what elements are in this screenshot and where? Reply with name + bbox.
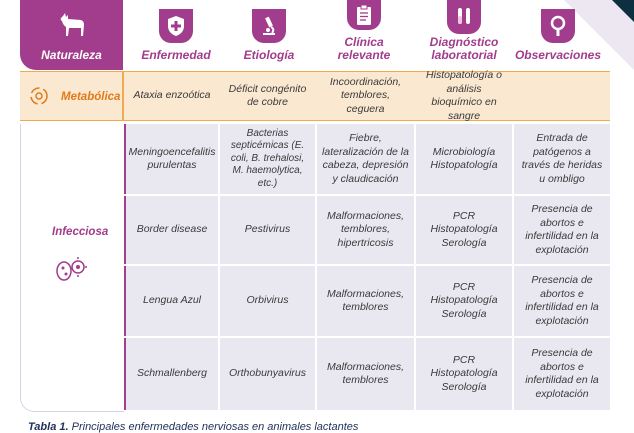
category-infecciosa: Infecciosa — [52, 226, 109, 238]
cell-etiologia: Déficit congénito de cobre — [228, 82, 307, 108]
goat-icon — [57, 12, 87, 43]
gear-cycle-icon — [27, 85, 51, 112]
clipboard-icon — [347, 0, 381, 30]
cell-clinica: Incoordinación, temblores, ceguera — [329, 75, 402, 115]
microscope-icon — [252, 9, 286, 43]
header-label: Etiología — [243, 48, 295, 62]
cell-diagnostico: PCR Histopatología Serología — [430, 353, 498, 393]
cell-diagnostico: Histopatología o análisis bioquímico en sangre — [426, 69, 502, 122]
test-tubes-icon — [447, 0, 481, 34]
cell-clinica: Malformaciones, temblores — [326, 287, 405, 313]
header-observaciones — [512, 0, 604, 70]
cell-enfermedad: Schmallenberg — [136, 367, 208, 380]
header-enfermedad — [136, 0, 216, 70]
shield-cross-icon — [159, 9, 193, 43]
cell-diagnostico: PCR Histopatología Serología — [430, 209, 498, 249]
header-label: Naturaleza — [41, 48, 102, 62]
cell-observaciones: Presencia de abortos e infertilidad en la explotación — [525, 274, 599, 327]
cell-observaciones: Entrada de patógenos a través de heridas u ombligo — [521, 132, 603, 185]
header-label: Diagnóstico laboratorial — [429, 35, 499, 62]
cell-diagnostico: PCR Histopatología Serología — [430, 280, 498, 320]
header-label: Observaciones — [514, 48, 602, 62]
header-clinica — [319, 0, 409, 70]
cell-diagnostico: Microbiología Histopatología — [430, 145, 498, 171]
header-label: Clínica relevante — [337, 35, 391, 62]
cell-enfermedad: Ataxia enzoótica — [133, 89, 211, 102]
caption-text: Principales enfermedades nerviosas en animales lactantes — [71, 421, 359, 433]
header-label: Enfermedad — [141, 48, 211, 62]
corner-accent — [612, 0, 634, 22]
cell-observaciones — [514, 72, 610, 120]
cell-etiologia: Orthobunyavirus — [228, 367, 307, 380]
caption-label: Tabla 1. — [28, 421, 69, 433]
cell-etiologia: Orbivirus — [246, 294, 289, 307]
table-caption — [28, 421, 358, 433]
header-naturaleza — [20, 0, 123, 70]
header-diagnostico — [419, 0, 509, 70]
cell-observaciones: Presencia de abortos e infertilidad en la explotación — [525, 203, 599, 256]
germs-icon — [54, 257, 88, 288]
metabolic-divider — [122, 71, 124, 121]
magnifier-icon — [541, 9, 575, 43]
cell-etiologia: Bacterias septicémicas (E. coli, B. trehalosi, M. haemolytica, etc.) — [230, 127, 305, 189]
cell-enfermedad: Meningoencefalitis purulentas — [128, 145, 216, 171]
cell-observaciones: Presencia de abortos e infertilidad en la explotación — [525, 347, 599, 400]
cell-clinica: Malformaciones, temblores — [326, 360, 405, 386]
cell-enfermedad: Lengua Azul — [143, 294, 201, 307]
cell-enfermedad: Border disease — [136, 223, 208, 236]
cell-clinica: Fiebre, lateralización de la cabeza, depresión y claudicación — [322, 132, 409, 185]
cell-etiologia: Pestivirus — [244, 223, 291, 236]
header-etiologia — [229, 0, 309, 70]
cell-clinica: Malformaciones, temblores, hipertricosis — [326, 209, 405, 249]
category-metabolica: Metabólica — [61, 91, 121, 103]
